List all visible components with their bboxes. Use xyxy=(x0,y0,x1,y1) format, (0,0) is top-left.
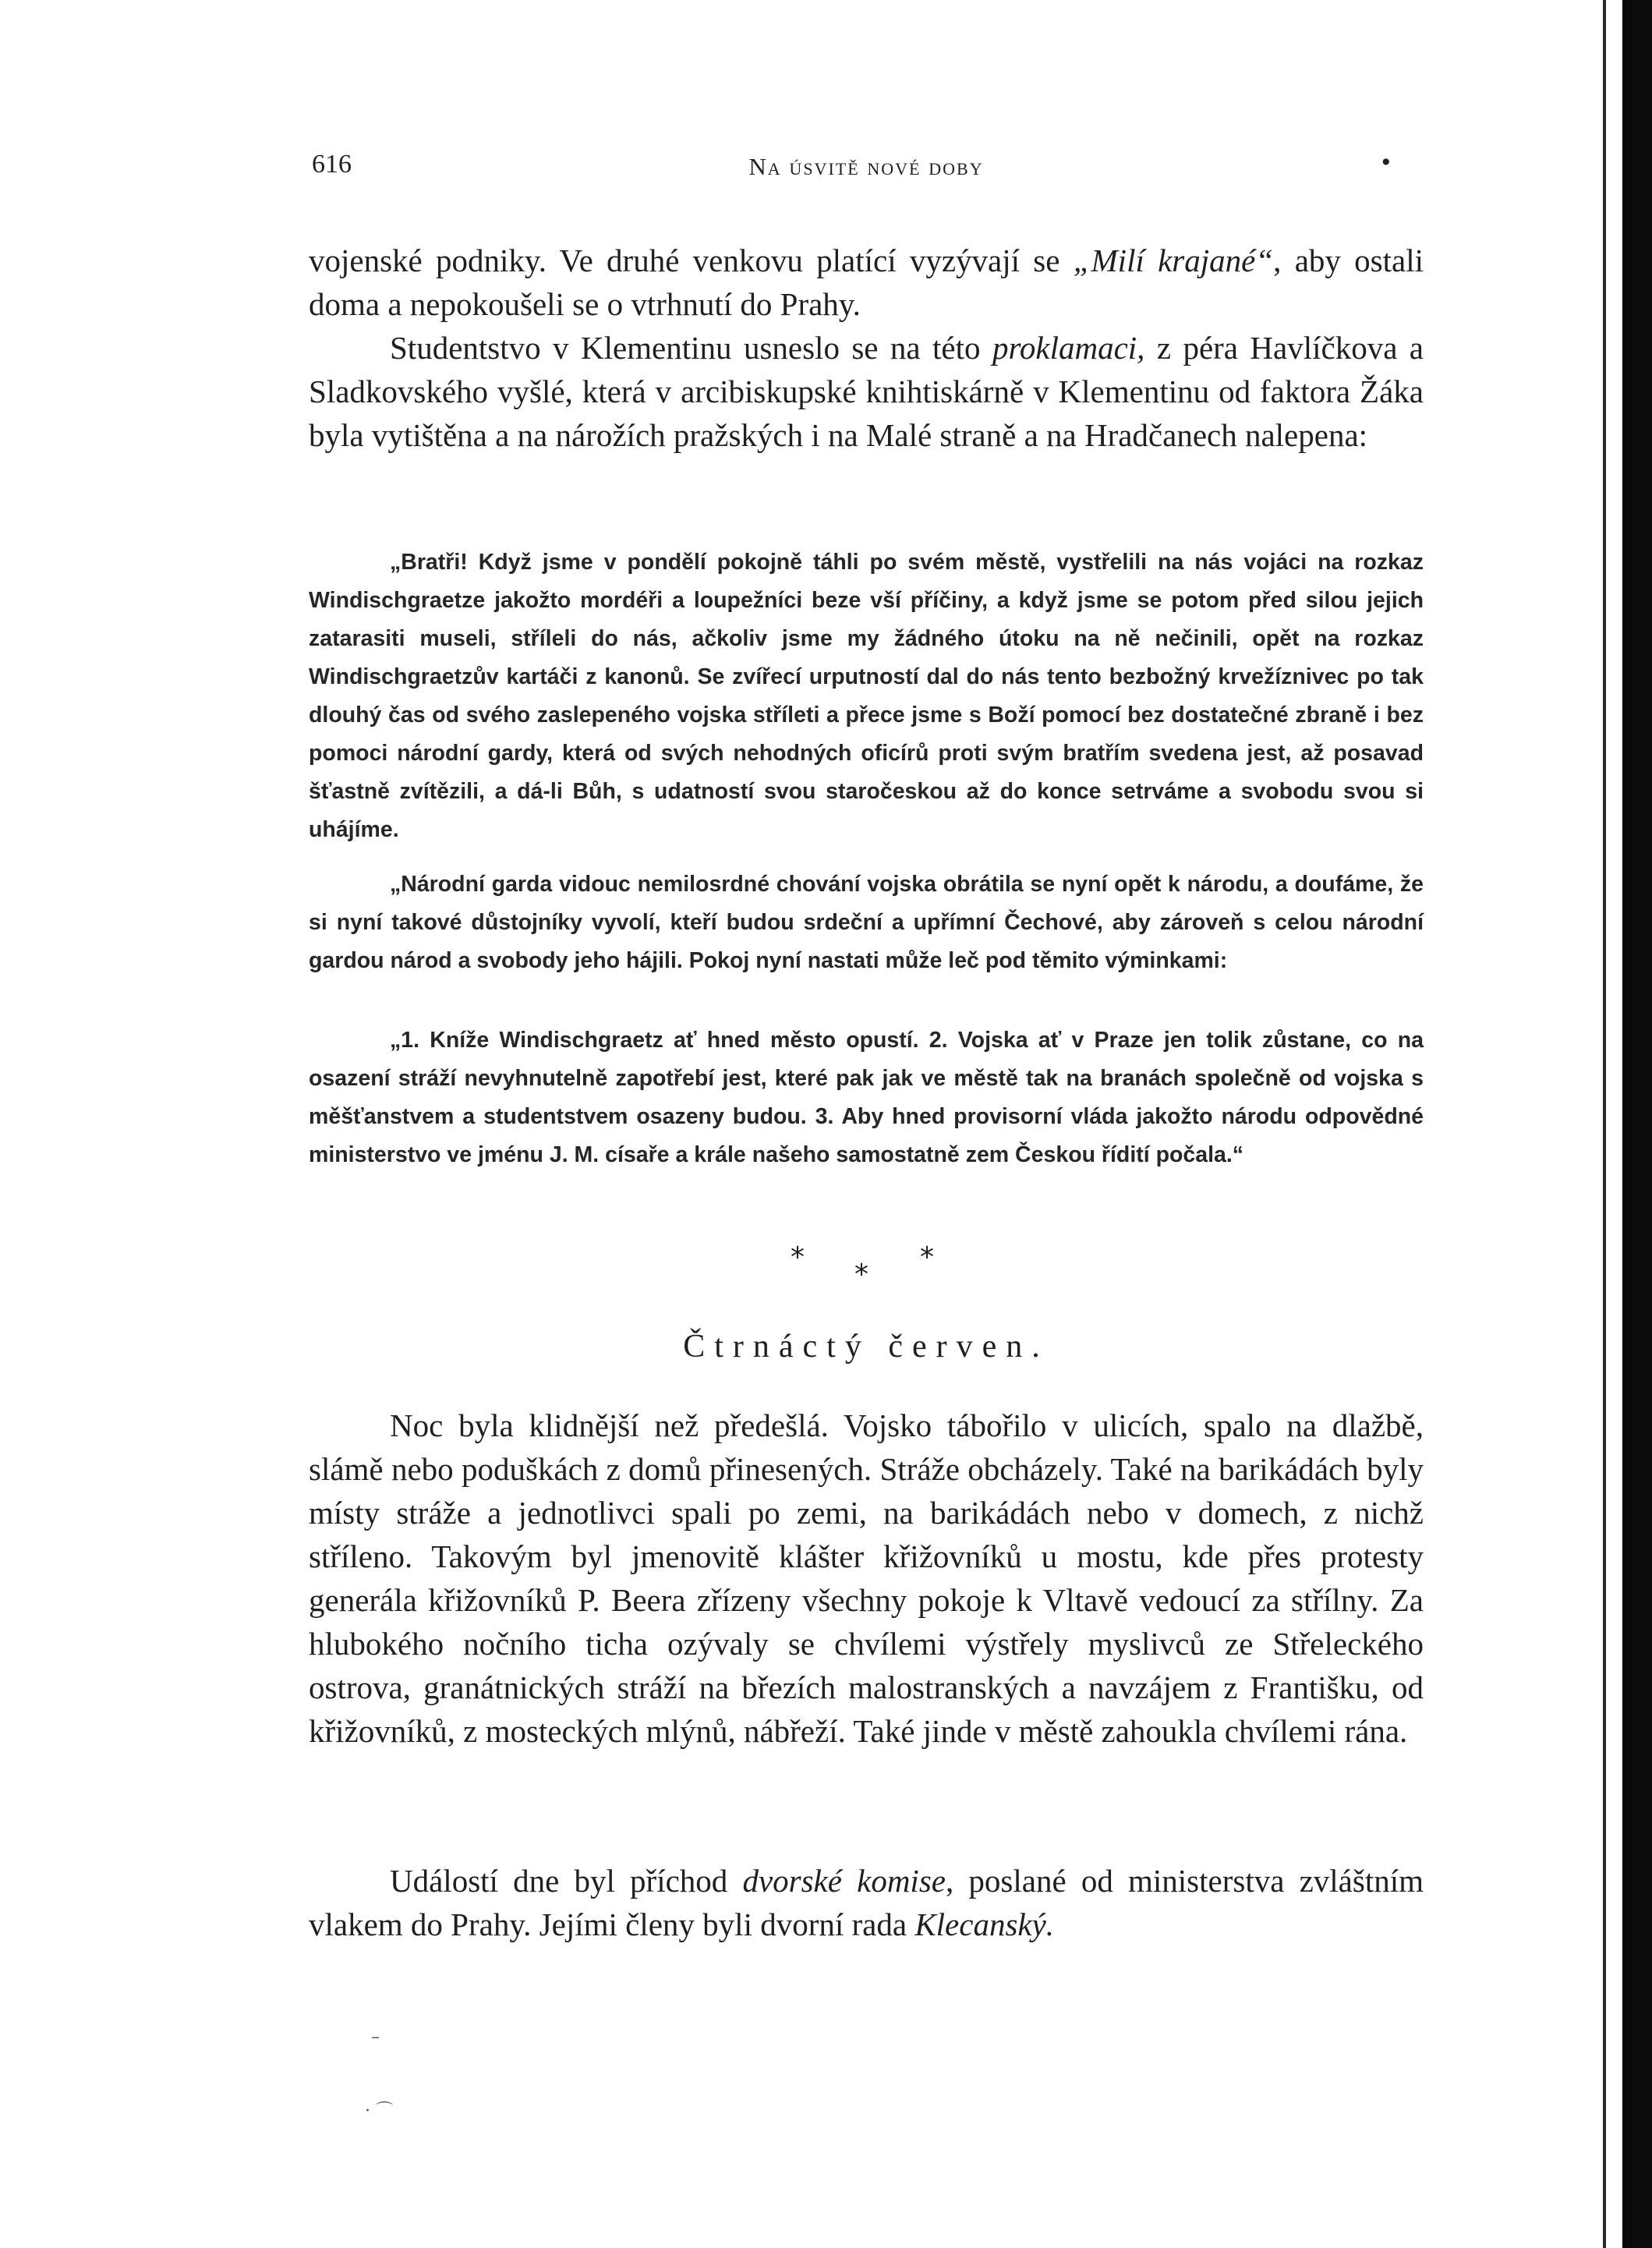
intro-text: Studentstvo v Klementinu usneslo se na této xyxy=(390,330,992,366)
intro-paragraph-1 xyxy=(309,239,1424,326)
section-separator xyxy=(309,1241,1424,1288)
book-page xyxy=(309,0,1424,2248)
section-text: Událostí dne byl příchod xyxy=(390,1863,743,1899)
page-edge-shadow xyxy=(1622,0,1652,2248)
page-edge-line xyxy=(1603,0,1606,2248)
intro-text: vojenské podniky. Ve druhé venkovu platící vyzývají se xyxy=(309,243,1074,278)
intro-italic: proklamaci, xyxy=(992,330,1145,366)
section-paragraph-1: Noc byla klidnější než předešlá. Vojsko tábořilo v ulicích, spalo na dlažbě, slámě nebo poduškách z domů přinesených. Stráže obcházely. Také na barikádách byly místy stráže a jednotlivci spali po zemi, na barikádách nebo v domech, z nichž stříleno. Takovým byl jmenovitě klášter křižovníků u mostu, kde přes protesty generála křižovníků P. Beera zřízeny všechny pokoje k Vltavě vedoucí za střílny. Za hlubokého nočního ticha ozývaly se chvílemi výstřely myslivců ze Střeleckého ostrova, granátnických stráží na březích malostranských a navzájem z Františku, od křižovníků, z mosteckých mlýnů, nábřeží. Také jinde v městě zahoukla chvílemi rána. xyxy=(309,1407,1424,1749)
intro-text: , aby ostali doma a nepokoušeli se o vtrhnutí do Prahy. xyxy=(309,243,1424,322)
separator-star: * xyxy=(854,1259,868,1290)
proclamation-paragraph-3: „1. Kníže Windischgraetz ať hned město opustí. 2. Vojska ať v Praze jen tolik zůstane, co na osazení stráží nevyhnutelně zapotřebí jest, které pak jak ve městě tak na branách společně od vojska s měšťanstvem a studentstvem osazeny budou. 3. Aby hned provisorní vláda jakožto národu odpovědné ministerstvo ve jménu J. M. císaře a krále našeho samostatně zem Českou řídití počala.“ xyxy=(309,1028,1424,1167)
separator-star: * xyxy=(791,1241,805,1273)
intro-italic: „Milí krajané“ xyxy=(1073,243,1274,278)
running-title: Na úsvitě nové doby xyxy=(748,153,984,180)
intro-text: z péra Havlíčkova a Sladkovského vyšlé, která v arcibiskupské knihtiskárně v Klementinu od faktora Žáka byla vytištěna a na nárožích pražských i na Malé straně a na Hradčanech nalepena: xyxy=(309,330,1424,453)
section-text: , poslané od ministerstva zvláštním vlakem do Prahy. Jejími členy byli dvorní rada xyxy=(309,1863,1424,1942)
section-italic: Klecanský. xyxy=(914,1906,1055,1942)
separator-star: * xyxy=(920,1241,934,1273)
page-number: 616 xyxy=(312,150,352,179)
margin-mark: · ⌒ xyxy=(365,2101,393,2121)
section-italic: dvorské komise xyxy=(742,1863,946,1899)
intro-paragraph-2 xyxy=(309,326,1424,457)
section-title: Čtrnáctý červen. xyxy=(683,1329,1049,1365)
margin-mark: – xyxy=(371,2027,380,2047)
running-header xyxy=(309,150,1424,189)
section-paragraph-2 xyxy=(309,1859,1424,1946)
proclamation-paragraph-2: „Národní garda vidouc nemilosrdné chování vojska obrátila se nyní opět k národu, a doufáme, že si nyní takové důstojníky vyvolí, kteří budou srdeční a upřímní Čechové, aby zároveň s celou národní gardou národ a svobody jeho hájili. Pokoj nyní nastati může leč pod těmito výminkami: xyxy=(309,872,1424,973)
proclamation-paragraph-1: „Bratři! Když jsme v pondělí pokojně táhli po svém městě, vystřelili na nás vojáci na rozkaz Windischgraetze jakožto mordéři a loupežníci beze vší příčiny, a když jsme se potom před silou jejich zatarasiti museli, stříleli do nás, ačkoliv jsme my žádného útoku na ně nečinili, opět na rozkaz Windischgraetzův kartáči z kanonů. Se zvířecí urputností dal do nás tento bezbožný krvežíznivec po tak dlouhý čas od svého zaslepeného vojska stříleti a přece jsme s Boží pomocí bez dostatečné zbraně i bez pomoci národní gardy, která od svých nehodných oficírů proti svým bratřím svedena jest, až posavad šťastně zvítězili, a dá-li Bůh, s udatností svou staročeskou až do konce setrváme a svobodu svou si uhájíme. xyxy=(309,550,1424,842)
header-mark: • xyxy=(1379,150,1392,175)
